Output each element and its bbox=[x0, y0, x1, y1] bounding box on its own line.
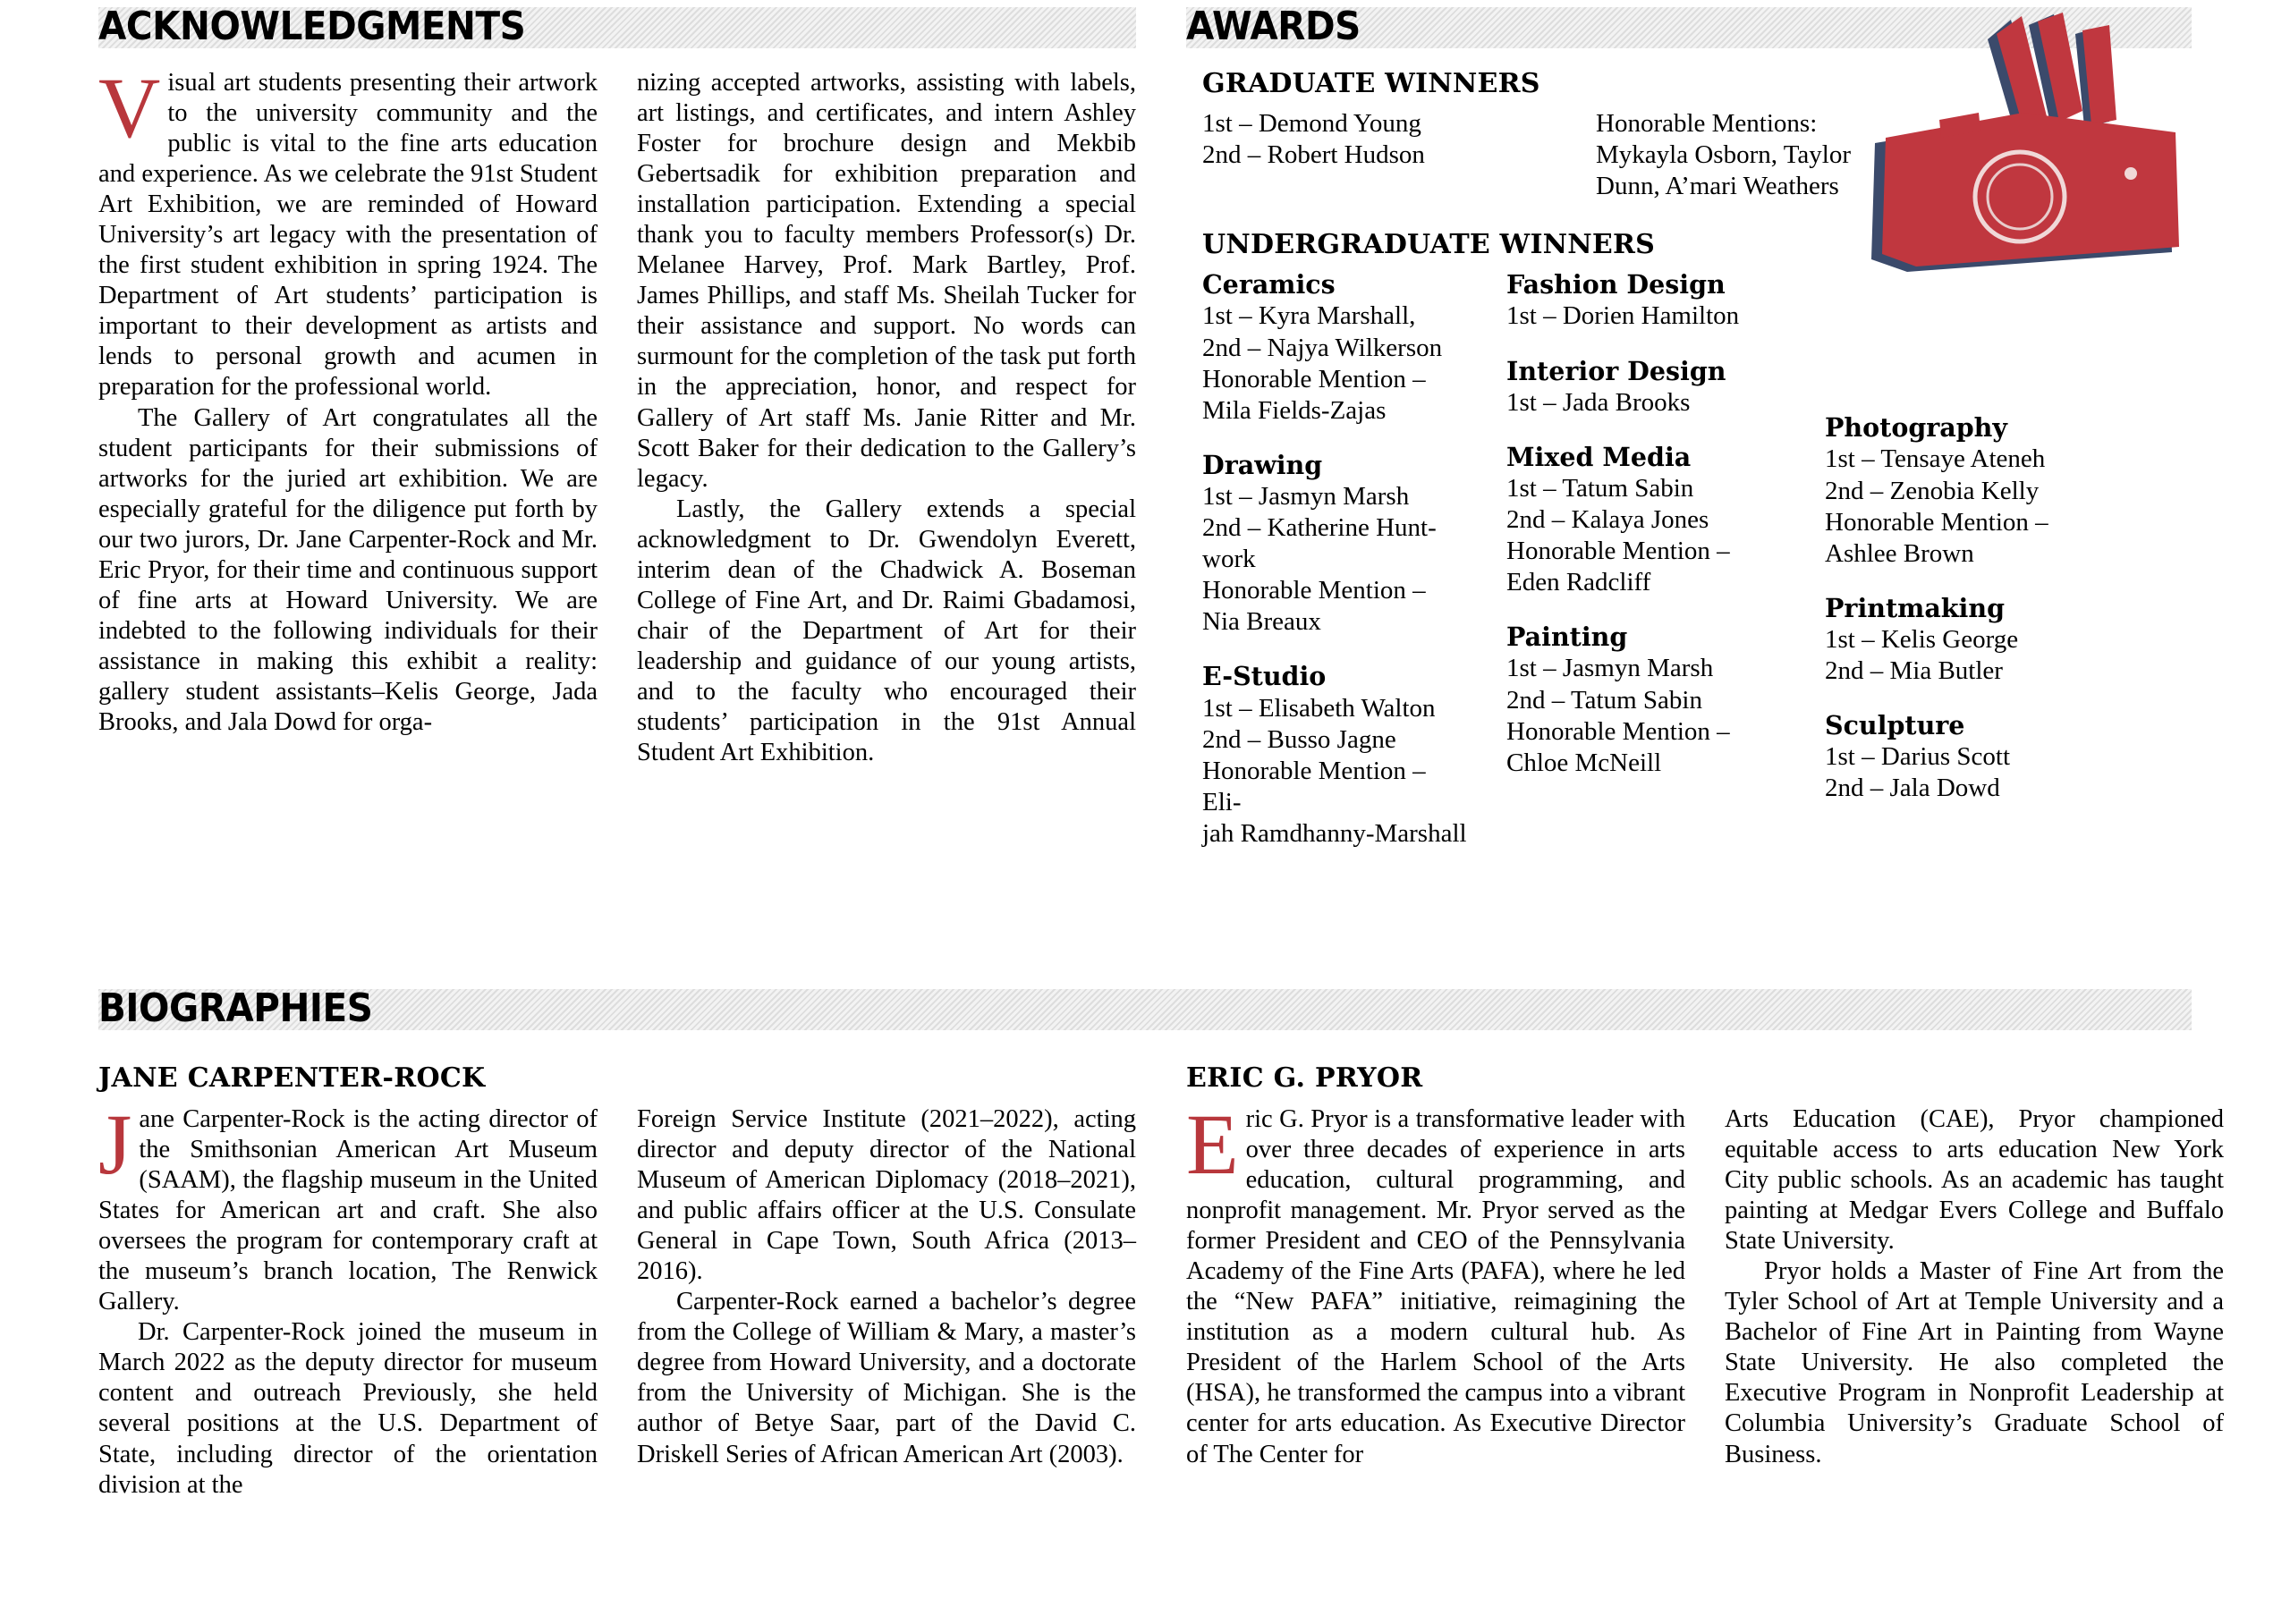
category-name: Interior Design bbox=[1506, 355, 1726, 386]
paragraph: Eric G. Pryor is a transformative leader with over three decades of experience in arts education, cultural programming, and nonprofit management. Mr. Pryor served as the former President and CEO of the Pennsylvania Academy of the Fine Arts (PAFA), where he led the “New PAFA” initiative, reimagining the institution as a modern cultural hub. As President of the Harlem School of the Arts (HSA), he transformed the campus into a vibrant center for arts education. As Executive Director of The Center for bbox=[1186, 1096, 1685, 1468]
awards-header bbox=[1186, 0, 2192, 59]
biographies-section bbox=[98, 982, 2224, 1501]
graduate-column-1 bbox=[1202, 108, 1542, 202]
graduate-column-2 bbox=[1596, 108, 1972, 202]
award-category bbox=[1825, 710, 2129, 804]
biography-eric-g-pryor bbox=[1186, 1050, 2224, 1501]
award-category bbox=[1202, 661, 1471, 850]
award-line: Honorable Mention – bbox=[1506, 716, 1730, 746]
paragraph: The Gallery of Art congratulates all the student participants for their submissions of artworks for the juried art exhibition. We are especially grateful for the diligence put forth by our two jurors, Dr. Jane Carpenter-Rock and Mr. Eric Pryor, for their time and continuous support of fine arts at Howard University. We are indebted to the following individuals for their assistance in making this exhibit a reality: gallery student assistants–Kelis George, Jada Brooks, and Jala Dowd for orga- bbox=[98, 403, 598, 736]
biography-jane-carpenter-rock bbox=[98, 1050, 1136, 1501]
award-category bbox=[1506, 269, 1775, 332]
category-name: Painting bbox=[1506, 622, 1628, 653]
biography-columns bbox=[98, 1096, 1136, 1501]
awards-section bbox=[1186, 0, 2192, 975]
category-name: Sculpture bbox=[1825, 710, 1965, 741]
award-line: Chloe McNeill bbox=[1506, 748, 1662, 777]
award-line: jah Ramdhanny-Marshall bbox=[1202, 818, 1467, 848]
award-line: Honorable Mentions: bbox=[1596, 109, 1818, 138]
undergraduate-winners bbox=[1202, 269, 2192, 873]
award-line: Honorable Mention – bbox=[1825, 507, 2048, 537]
category-name: Mixed Media bbox=[1506, 441, 1692, 472]
award-line: 2nd – Zenobia Kelly bbox=[1825, 476, 2040, 505]
acknowledgments-column-2 bbox=[637, 68, 1136, 768]
acknowledgments-column-1 bbox=[98, 60, 598, 768]
top-area bbox=[98, 0, 2192, 975]
biography-column-2 bbox=[1725, 1104, 2224, 1470]
undergraduate-winners-heading: UNDERGRADUATE WINNERS bbox=[1202, 229, 1655, 261]
paragraph: Jane Carpenter-Rock is the acting director of the Smithsonian American Art Museum (SAAM), the flagship museum in the United States for American art and craft. She also oversees the program for contemporary craft at the museum’s branch location, The Renwick Gallery. bbox=[98, 1096, 598, 1316]
undergraduate-column-3 bbox=[1825, 269, 2129, 873]
category-name: Drawing bbox=[1202, 449, 1323, 480]
award-line: 2nd – Robert Hudson bbox=[1202, 140, 1425, 170]
undergraduate-column-1 bbox=[1202, 269, 1471, 873]
award-line: Honorable Mention – bbox=[1202, 576, 1426, 605]
biography-column-1 bbox=[1186, 1096, 1685, 1470]
paragraph: Arts Education (CAE), Pryor championed equitable access to arts education New York City public schools. As an academic has taught painting at Medgar Evers College and Buffalo State University. bbox=[1725, 1105, 2224, 1256]
biography-name: JANE CARPENTER-ROCK bbox=[98, 1062, 486, 1094]
biographies-header bbox=[98, 982, 2192, 1041]
biography-columns bbox=[1186, 1096, 2224, 1470]
award-category bbox=[1825, 412, 2129, 570]
undergraduate-column-2 bbox=[1506, 269, 1775, 873]
award-line: 1st – Elisabeth Walton bbox=[1202, 693, 1436, 723]
award-line: 1st – Tatum Sabin bbox=[1506, 473, 1694, 503]
acknowledgments-columns bbox=[98, 60, 1136, 768]
graduate-winners-heading: GRADUATE WINNERS bbox=[1202, 68, 1540, 99]
paragraph: Visual art students presenting their artwork to the university community and the public is vital to the fine arts education and experience. As we celebrate the 91st Student Art Exhibition, we are reminded of Howard University’s art legacy with the presentation of the first student exhibition in spring 1924. The Department of Art students’ participation is important to their development as artists and lends to personal growth and acumen in preparation for the professional world. bbox=[98, 60, 598, 402]
biography-column-1 bbox=[98, 1096, 598, 1501]
paragraph: nizing accepted artworks, assisting with labels, art listings, and certificates, and intern Ashley Foster for brochure design and Mekbib Gebertsadik for exhibition preparation and installation participation. Extending a special thank you to faculty members Professor(s) Dr. Melanee Harvey, Prof. Mark Bartley, Prof. James Phillips, and staff Ms. Sheilah Tucker for their assistance and support. No words can surmount for the completion of the task put forth in the appreciation, honor, and respect for Gallery of Art staff Ms. Janie Ritter and Mr. Scott Baker for their dedication to the Gallery’s legacy. bbox=[637, 69, 1136, 493]
award-line: Ashlee Brown bbox=[1825, 538, 1974, 568]
paragraph: Foreign Service Institute (2021–2022), acting director and deputy director of the National Museum of American Diplomacy (2018–2021), and public affairs officer at the U.S. Consulate General in Cape Town, South Africa (2013–2016). bbox=[637, 1105, 1136, 1286]
award-line: 2nd – Katherine Hunt- bbox=[1202, 513, 1437, 542]
award-line: 2nd – Mia Butler bbox=[1825, 656, 2003, 685]
paragraph: Pryor holds a Master of Fine Art from the Tyler School of Art at Temple University and a Bachelor of Fine Art in Painting from Wayne State University. He also completed the Executive Program in Nonprofit Leadership at Columbia University’s Graduate School of Business. bbox=[1725, 1257, 2224, 1468]
award-line: Honorable Mention – Eli- bbox=[1202, 756, 1426, 816]
biographies-row bbox=[98, 1050, 2224, 1501]
category-name: Photography bbox=[1825, 412, 2007, 444]
acknowledgments-header bbox=[98, 0, 1136, 59]
award-line: 1st – Jada Brooks bbox=[1506, 387, 1691, 417]
award-line: 1st – Demond Young bbox=[1202, 109, 1421, 138]
paragraph: Carpenter-Rock earned a bachelor’s degree from the College of William & Mary, a master’s degree from Howard University, and a doctorate from the University of Michigan. She is the author of Betye Saar, part of the David C. Driskell Series of African American Art (2003). bbox=[637, 1288, 1136, 1468]
biography-name: ERIC G. PRYOR bbox=[1186, 1062, 1423, 1094]
acknowledgments-title: ACKNOWLEDGMENTS bbox=[98, 4, 526, 49]
award-category bbox=[1825, 593, 2129, 687]
award-line: Mykayla Osborn, Taylor bbox=[1596, 140, 1851, 170]
award-line: Dunn, A’mari Weathers bbox=[1596, 172, 1839, 201]
award-line: work bbox=[1202, 545, 1256, 574]
category-name: E-Studio bbox=[1202, 661, 1327, 692]
award-line: Nia Breaux bbox=[1202, 607, 1321, 637]
award-line: 2nd – Kalaya Jones bbox=[1506, 505, 1709, 535]
award-category bbox=[1202, 450, 1471, 639]
award-line: 2nd – Najya Wilkerson bbox=[1202, 333, 1443, 362]
award-line: Eden Radcliff bbox=[1506, 568, 1651, 597]
award-line: Honorable Mention – bbox=[1506, 537, 1730, 566]
award-category bbox=[1506, 622, 1775, 779]
award-line: Honorable Mention – bbox=[1202, 364, 1426, 393]
award-line: 2nd – Busso Jagne bbox=[1202, 724, 1396, 754]
category-name: Ceramics bbox=[1202, 269, 1336, 300]
award-line: 2nd – Tatum Sabin bbox=[1506, 685, 1702, 715]
award-line: Mila Fields-Zajas bbox=[1202, 395, 1387, 425]
category-name: Printmaking bbox=[1825, 592, 2006, 623]
award-category bbox=[1202, 269, 1471, 427]
paragraph: Lastly, the Gallery extends a special acknowledgment to Dr. Gwendolyn Everett, interim dean of the Chadwick A. Boseman College of Fine Art, and Dr. Raimi Gbadamosi, chair of the Department of Art for their leadership and guidance of our young artists, and to the faculty who encouraged their students’ participation in the 91st Annual Student Art Exhibition. bbox=[637, 495, 1136, 767]
paragraph: Dr. Carpenter-Rock joined the museum in March 2022 as the deputy director for museum content and outreach Previously, she held several positions at the U.S. Department of State, including director of the orientation division at the bbox=[98, 1318, 598, 1499]
award-line: 2nd – Jala Dowd bbox=[1825, 774, 2000, 803]
award-line: 1st – Dorien Hamilton bbox=[1506, 301, 1740, 331]
biographies-title: BIOGRAPHIES bbox=[98, 985, 373, 1031]
graduate-winners bbox=[1202, 108, 2192, 202]
acknowledgments-section bbox=[98, 0, 1136, 975]
award-category bbox=[1506, 442, 1775, 599]
award-line: 1st – Tensaye Ateneh bbox=[1825, 444, 2046, 474]
award-line: 1st – Jasmyn Marsh bbox=[1506, 654, 1714, 683]
biography-column-2 bbox=[637, 1104, 1136, 1501]
award-line: 1st – Jasmyn Marsh bbox=[1202, 481, 1410, 511]
award-category bbox=[1506, 356, 1775, 419]
category-name: Fashion Design bbox=[1506, 269, 1726, 300]
header-bar-texture bbox=[98, 989, 2192, 1030]
award-line: 1st – Kyra Marshall, bbox=[1202, 301, 1416, 331]
awards-title: AWARDS bbox=[1186, 4, 1361, 49]
award-line: 1st – Darius Scott bbox=[1825, 742, 2011, 772]
award-line: 1st – Kelis George bbox=[1825, 624, 2019, 654]
